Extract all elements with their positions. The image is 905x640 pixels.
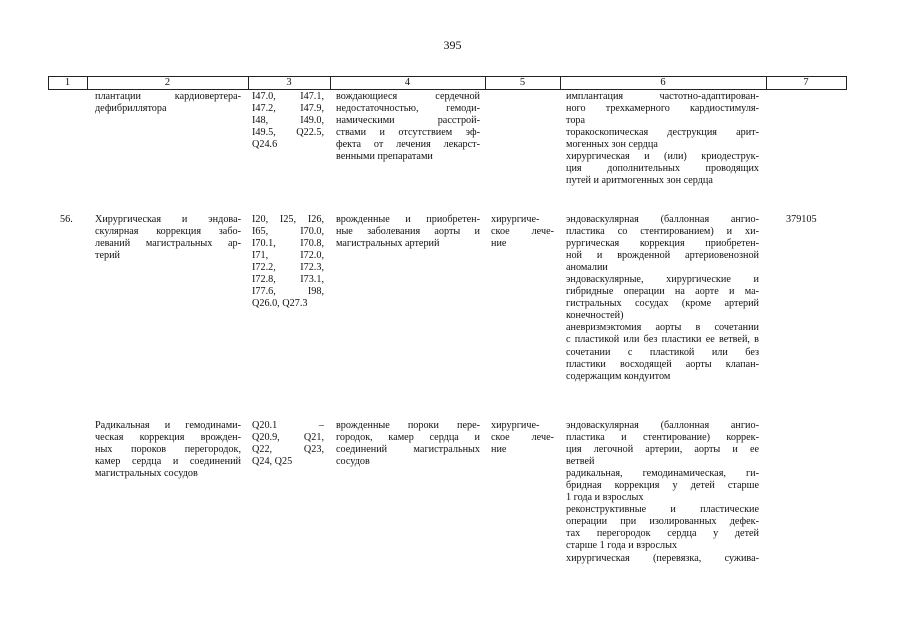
treatment-method-line: тора — [566, 115, 586, 127]
icd-code: I47.2, — [252, 103, 276, 115]
treatment-method-line: путей и аритмогенных зон сердца — [566, 175, 713, 187]
treatment-method-cell — [566, 420, 759, 565]
header-cell: 7 — [803, 77, 809, 88]
icd-code: I72.8, — [252, 274, 276, 286]
icd-code: Q23, — [303, 444, 324, 456]
treatment-method-line: могенных зон сердца — [566, 139, 658, 151]
icd-code: I71, — [252, 250, 269, 262]
cost-cell: 379105 — [786, 214, 817, 225]
treatment-method-line: хирургическая (перевязка, сужива- — [566, 552, 759, 564]
treatment-method-line: старше 1 года и взрослых — [566, 540, 678, 552]
icd-code: I20, I25, I26, — [252, 214, 324, 225]
service-name-cell — [95, 91, 241, 115]
icd-code: I49.5, — [252, 127, 276, 139]
icd-codes-cell — [252, 91, 324, 151]
patient-model-line: недостаточностью, гемоди- — [336, 103, 480, 115]
treatment-method-line: радикальная, гемодинамическая, ги- — [566, 468, 759, 480]
treatment-method-line: аневризмэктомия аорты в сочетании — [566, 322, 759, 334]
icd-codes-cell — [252, 420, 324, 468]
header-cell: 6 — [660, 77, 666, 88]
page-number: 395 — [443, 38, 462, 52]
treatment-method-line: тах перегородок сердца у детей — [566, 528, 759, 540]
treatment-method-line: содержащим кондуитом — [566, 370, 671, 382]
treatment-method-line: ной и врожденной артериовенозной — [566, 250, 759, 262]
icd-code: Q22.5, — [296, 127, 324, 139]
treatment-method-line: с пластикой или без пластики ее ветвей, в сочетании с пластикой или без — [566, 334, 759, 358]
treatment-method-line: аномалии — [566, 262, 608, 274]
treatment-type-line: ское лече- — [491, 226, 554, 238]
treatment-type-cell — [491, 214, 554, 250]
treatment-method-line: ветвей — [566, 456, 595, 468]
treatment-method-line: реконструктивные и пластические — [566, 504, 759, 516]
icd-code: Q24.6 — [252, 139, 278, 151]
icd-code: Q20.9, — [252, 432, 280, 444]
header-cell: 3 — [286, 77, 292, 88]
icd-code: Q20.1 — [252, 420, 278, 431]
header-cell: 4 — [404, 77, 411, 88]
service-name-line: ных пороков перегородок, — [95, 444, 241, 456]
treatment-method-line: гистральных сосудах (кроме артерий — [566, 298, 759, 310]
icd-code: I70.8, — [300, 238, 324, 250]
treatment-method-cell — [566, 91, 759, 187]
patient-model-line: венными препаратами — [336, 151, 433, 163]
treatment-method-line: пластика и стентирование) коррек- — [566, 432, 759, 444]
patient-model-line: ствами и отсутствием эф- — [336, 127, 480, 139]
icd-code: I70.0, — [300, 226, 324, 238]
treatment-type-cell — [491, 420, 554, 456]
icd-code: I77.6, — [252, 286, 276, 298]
service-name-line: Радикальная и гемодинами- — [95, 420, 241, 431]
patient-model-cell — [336, 91, 480, 163]
treatment-method-line: конечностей) — [566, 310, 624, 322]
service-name-line: ческая коррекция врожден- — [95, 432, 241, 444]
icd-code: I48, — [252, 115, 269, 127]
icd-code: Q21, — [303, 432, 324, 444]
header-cell: 5 — [519, 77, 526, 88]
icd-code: I47.9, — [300, 103, 324, 115]
patient-model-line: врожденные пороки пере- — [336, 420, 480, 431]
patient-model-line: магистральных артерий — [336, 238, 440, 250]
treatment-method-line: торакоскопическая деструкция арит- — [566, 127, 759, 139]
service-name-line: леваний магистральных ар- — [95, 238, 241, 250]
treatment-type-line: ние — [491, 444, 507, 456]
service-name-line: скулярная коррекция забо- — [95, 226, 241, 238]
service-name-line: магистральных сосудов — [95, 468, 198, 480]
service-name-cell — [95, 214, 241, 262]
service-name-line: Хирургическая и эндова- — [95, 214, 241, 225]
treatment-type-line: хирургиче- — [491, 420, 540, 431]
patient-model-line: городок, камер сердца и — [336, 432, 480, 444]
icd-code: Q24, Q25 — [252, 456, 293, 468]
header-column-divider — [846, 76, 847, 90]
treatment-method-line: имплантация частотно-адаптирован- — [566, 91, 759, 102]
icd-code: Q22, — [252, 444, 273, 456]
service-name-line: терий — [95, 250, 120, 262]
item-number: 56. — [60, 214, 73, 225]
patient-model-cell — [336, 420, 480, 468]
treatment-method-line: операции при изолированных дефек- — [566, 516, 759, 528]
patient-model-line: соединений магистральных — [336, 444, 480, 456]
icd-code: I72.0, — [300, 250, 324, 262]
treatment-method-line: эндоваскулярная (баллонная ангио- — [566, 214, 759, 225]
treatment-method-line: пластика со стентированием) и хи- — [566, 226, 759, 238]
treatment-method-line: бридная коррекция у детей старше — [566, 480, 759, 492]
treatment-method-line: ного трехкамерного кардиостимуля- — [566, 103, 759, 115]
patient-model-line: фекта от лечения лекарст- — [336, 139, 480, 151]
treatment-type-line: ское лече- — [491, 432, 554, 444]
icd-code: I65, — [252, 226, 269, 238]
icd-code: – — [318, 420, 324, 431]
treatment-method-line: ция дополнительных проводящих — [566, 163, 759, 175]
icd-code: I47.1, — [300, 91, 324, 102]
service-name-line: дефибриллятора — [95, 103, 167, 115]
patient-model-line: врожденные и приобретен- — [336, 214, 480, 225]
header-cell: 2 — [164, 77, 171, 88]
service-name-line: плантации кардиовертера- — [95, 91, 241, 102]
icd-code: I47.0, — [252, 91, 276, 102]
icd-code: Q26.0, Q27.3 — [252, 298, 308, 310]
treatment-method-cell — [566, 214, 759, 383]
icd-code: I98, — [307, 286, 324, 298]
patient-model-line: вождающиеся сердечной — [336, 91, 480, 102]
table-header-bottom-border — [48, 89, 846, 90]
service-name-line: камер сердца и соединений — [95, 456, 241, 468]
patient-model-line: намическими расстрой- — [336, 115, 480, 127]
treatment-method-line: рургическая коррекция приобретен- — [566, 238, 759, 250]
treatment-method-line: ция легочной артерии, аорты и ее — [566, 444, 759, 456]
service-name-cell — [95, 420, 241, 480]
patient-model-cell — [336, 214, 480, 250]
treatment-method-line: эндоваскулярные, хирургические и — [566, 274, 759, 286]
treatment-method-line: 1 года и взрослых — [566, 492, 644, 504]
icd-code: I72.2, — [252, 262, 276, 274]
patient-model-line: ные заболевания аорты и — [336, 226, 480, 238]
treatment-type-line: хирургиче- — [491, 214, 540, 225]
treatment-method-line: пластики восходящей аорты клапан- — [566, 358, 759, 370]
treatment-type-line: ние — [491, 238, 507, 250]
treatment-method-line: гибридные операции на аорте и ма- — [566, 286, 759, 298]
icd-codes-cell — [252, 214, 324, 310]
header-cell: 1 — [64, 77, 71, 88]
patient-model-line: сосудов — [336, 456, 370, 468]
icd-code: I70.1, — [252, 238, 276, 250]
treatment-method-line: эндоваскулярная (баллонная ангио- — [566, 420, 759, 431]
icd-code: I73.1, — [300, 274, 324, 286]
icd-code: I72.3, — [300, 262, 324, 274]
icd-code: I49.0, — [300, 115, 324, 127]
treatment-method-line: хирургическая и (или) криодеструк- — [566, 151, 759, 163]
